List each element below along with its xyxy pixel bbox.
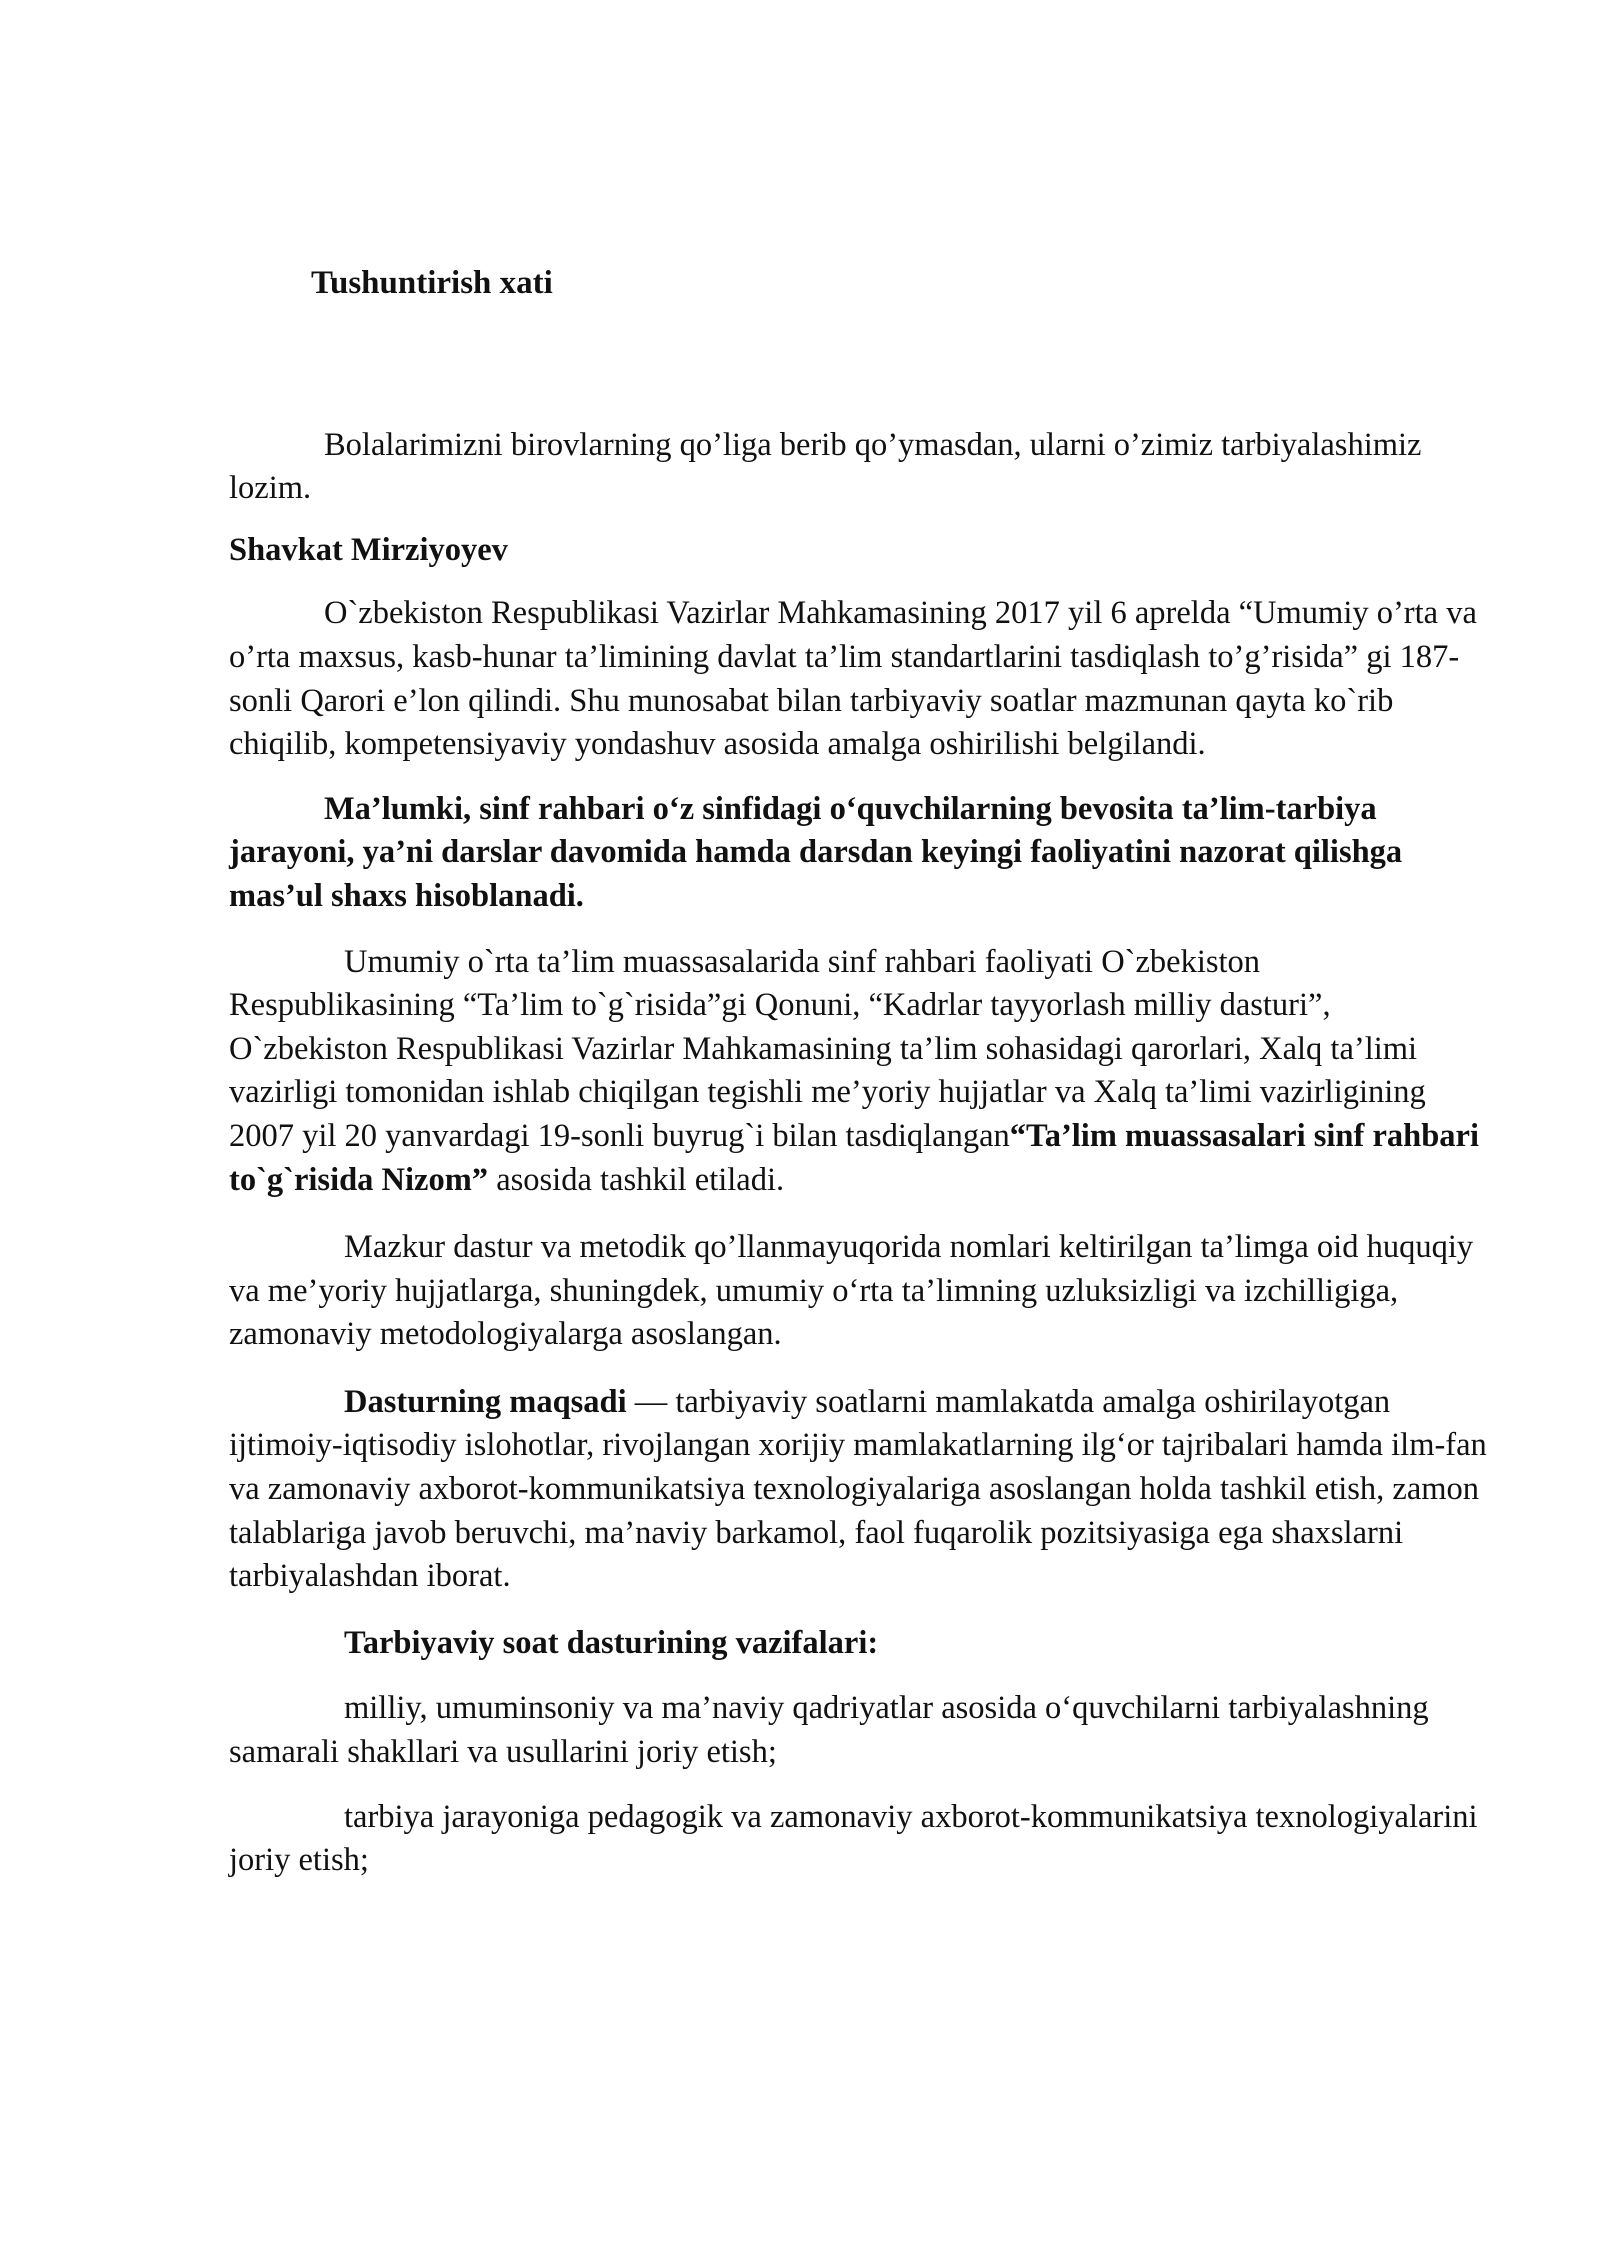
legal-text-start: Umumiy o`rta ta’lim muassasalarida sinf rahbari faoliyati O`zbekiston Respublikasining “Ta’lim to`g`risida”gi Qonuni, “Kadrlar tayyorlash milliy dasturi”, O`zbekiston Respublikasi Vazirlar Mahkamasining ta’lim sohasidagi qarorlari, Xalq ta’limi vazirligi tomonidan ishlab chiqilgan tegishli me’yoriy hujjatlar va Xalq ta’limi vazirligining 2007 yil 20 yanvardagi 19-sonli buyrug`i bilan tasdiqlangan (229, 943, 1426, 1154)
paragraph-legal-basis (229, 941, 1489, 1203)
tasks-heading: Tarbiyaviy soat dasturining vazifalari: (344, 1624, 879, 1661)
epigraph-quote: Bolalarimizni birovlarning qo’liga berib qo’ymasdan, ularni o’zimiz tarbiyalashimiz lozim. (229, 426, 1422, 507)
paragraph-teacher-role: Ma’lumki, sinf rahbari o‘z sinfidagi o‘quvchilarning bevosita ta’lim-tarbiya jarayoni, ya’ni darslar davomida hamda darsdan keyingi faoliyatini nazorat qilishga mas’ul shaxs hisoblanadi. (229, 790, 1403, 914)
goal-label: Dasturning maqsadi (344, 1383, 627, 1420)
paragraph-methodology-basis: Mazkur dastur va metodik qo’llanmayuqorida nomlari keltirilgan ta’limga oid huquqiy va me’yoriy hujjatlarga, shuningdek, umumiy o‘rta ta’limning uzluksizligi va izchilligiga, zamonaviy metodologiyalarga asoslangan. (229, 1229, 1474, 1353)
task-item: tarbiya jarayoniga pedagogik va zamonaviy axborot-kommunikatsiya texnologiyalarini joriy etish; (229, 1798, 1478, 1879)
epigraph-author: Shavkat Mirziyoyev (229, 531, 508, 568)
task-item: milliy, umuminsoniy va ma’naviy qadriyatlar asosida o‘quvchilarni tarbiyalashning samarali shakllari va usullarini joriy etish; (229, 1690, 1429, 1771)
document-page (229, 262, 1489, 1904)
legal-regulation-title: “Ta’lim muassasalari sinf rahbari to`g`risida Nizom” (229, 1117, 1479, 1198)
goal-text: — tarbiyaviy soatlarni mamlakatda amalga oshirilayotgan ijtimoiy-iqtisodiy islohotlar, rivojlangan xorijiy mamlakatlarning ilg‘or tajribalari hamda ilm-fan va zamonaviy axborot-kommunikatsiya texnologiyalariga asoslangan holda tashkil etish, zamon talablariga javob beruvchi, ma’naviy barkamol, faol fuqarolik pozitsiyasiga ega shaxslarni tarbiyalashdan iborat. (229, 1383, 1487, 1595)
paragraph-decree: O`zbekiston Respublikasi Vazirlar Mahkamasining 2017 yil 6 aprelda “Umumiy o’rta va o’rta maxsus, kasb-hunar ta’limining davlat ta’lim standartlarini tasdiqlash to’g’risida” gi 187-sonli Qarori e’lon qilindi. Shu munosabat bilan tarbiyaviy soatlar mazmunan qayta ko`rib chiqilib, kompetensiyaviy yondashuv asosida amalga oshirilishi belgilandi. (229, 595, 1477, 763)
document-title: Tushuntirish xati (311, 265, 553, 301)
legal-text-end: asosida tashkil etiladi. (488, 1161, 785, 1198)
paragraph-program-goal (229, 1381, 1489, 1599)
